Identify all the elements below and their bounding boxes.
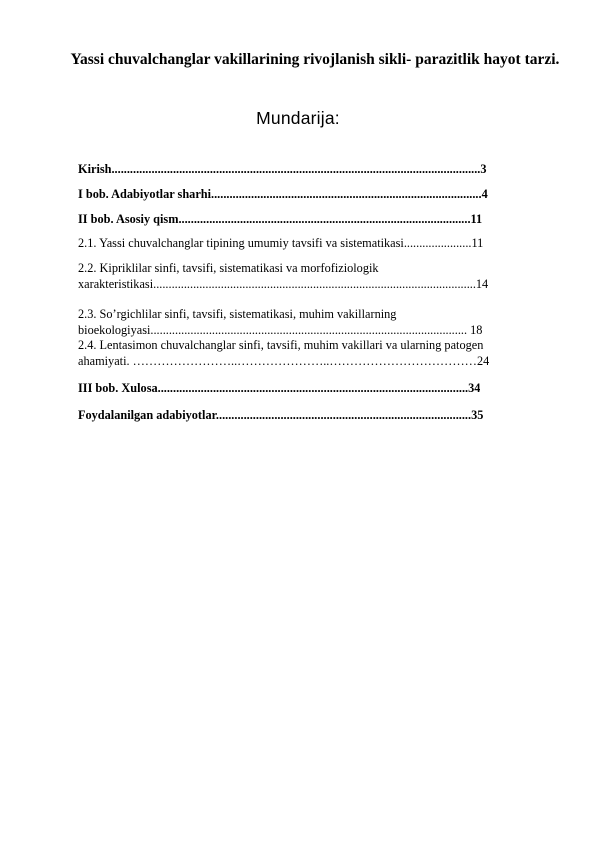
toc-entry-kirish: Kirish........................................................................................................................3 (78, 162, 487, 176)
toc-entry-line: 2.4. Lentasimon chuvalchanglar sinfi, tavsifi, muhim vakillari va ularning patogen (78, 338, 484, 352)
toc-entry-line: xarakteristikasi.........................................................................................................14 (78, 277, 489, 291)
toc-entry-section-2-2 (78, 260, 488, 292)
toc-entry-chapter-2: II bob. Asosiy qism...............................................................................................11 (78, 212, 483, 226)
toc-entry-section-2-3 (78, 306, 482, 338)
toc-entry-line: 2.3. So’rgichlilar sinfi, tavsifi, sistematikasi, muhim vakillarning (78, 307, 397, 321)
toc-entry-section-2-4 (78, 337, 489, 369)
toc-entry-chapter-1: I bob. Adabiyotlar sharhi........................................................................................4 (78, 187, 488, 201)
toc-entry-line: bioekologiyasi....................................................................................................... 18 (78, 323, 483, 337)
toc-entry-chapter-3: III bob. Xulosa.....................................................................................................34 (78, 381, 481, 395)
toc-entry-section-2-1: 2.1. Yassi chuvalchanglar tipining umumiy tavsifi va sistematikasi......................11 (78, 236, 484, 250)
page-title: Yassi chuvalchanglar vakillarining rivojlanish sikli- parazitlik hayot tarzi. (70, 51, 560, 68)
toc-entry-references: Foydalanilgan adabiyotlar...................................................................................35 (78, 408, 484, 422)
toc-entry-line: 2.2. Kipriklilar sinfi, tavsifi, sistematikasi va morfofiziologik (78, 261, 379, 275)
toc-heading: Mundarija: (256, 108, 340, 128)
toc-entry-line: ahamiyati. ……………………..…………………..………………………………24 (78, 354, 490, 368)
